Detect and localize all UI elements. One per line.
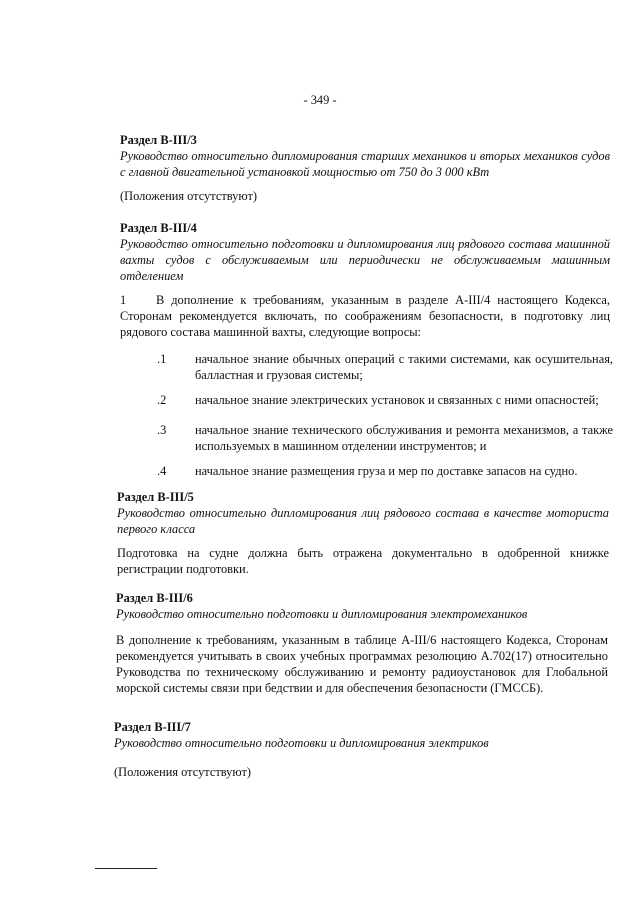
section-heading: Раздел B-III/7 <box>114 720 191 734</box>
section-b-iii-3 <box>120 132 610 180</box>
section-heading: Раздел B-III/5 <box>117 490 194 504</box>
section-subtitle: Руководство относительно дипломирования старших механиков и вторых механиков судов с главной двигательной установкой мощностью от 750 до 3 000 кВт <box>120 149 610 179</box>
item-number: .2 <box>157 393 167 407</box>
section-heading: Раздел B-III/4 <box>120 221 197 235</box>
paragraph-text: В дополнение к требованиям, указанным в разделе A-III/4 настоящего Кодекса, Сторонам рекомендуется включать, по соображениям безопасности, в подготовку лиц рядового состава машинной вахты, следующие вопросы: <box>120 293 610 339</box>
section-heading: Раздел B-III/3 <box>120 133 197 147</box>
section-heading: Раздел B-III/6 <box>116 591 193 605</box>
item-text: начальное знание обычных операций с такими системами, как осушительная, балластная и грузовая системы; <box>195 352 613 382</box>
section-body: (Положения отсутствуют) <box>114 765 251 779</box>
section-b-iii-7 <box>114 719 606 751</box>
section-subtitle: Руководство относительно подготовки и дипломирования электромехаников <box>116 607 528 621</box>
page-number: - 349 - <box>303 93 337 107</box>
item-text: начальное знание размещения груза и мер по доставке запасов на судно. <box>195 464 578 478</box>
item-number: .3 <box>157 423 167 437</box>
intro-paragraph <box>120 292 610 340</box>
item-number: .4 <box>157 464 167 478</box>
paragraph-number: 1 <box>120 293 127 307</box>
footnote-divider <box>95 868 157 869</box>
section-b-iii-4 <box>120 220 610 284</box>
section-body: (Положения отсутствуют) <box>120 189 257 203</box>
section-subtitle: Руководство относительно дипломирования лиц рядового состава в качестве моториста первого класса <box>117 506 609 536</box>
item-number: .1 <box>157 352 167 366</box>
section-subtitle: Руководство относительно подготовки и дипломирования лиц рядового состава машинной вахты судов с обслуживаемым или периодически не обслуживаемым машинным отделением <box>120 237 610 283</box>
section-b-iii-5 <box>117 489 609 537</box>
section-body: В дополнение к требованиям, указанным в таблице A-III/6 настоящего Кодекса, Сторонам рекомендуется учитывать в своих учебных программах резолюцию A.702(17) относительно Руководства по техническому обслуживанию и ремонту радиоустановок для Глобальной морской системы связи при бедствии и для обеспечения безопасности (ГМССБ). <box>116 633 608 695</box>
item-text: начальное знание технического обслуживания и ремонта механизмов, а также используемых в машинном отделении инструментов; и <box>195 423 613 453</box>
item-text: начальное знание электрических установок и связанных с ними опасностей; <box>195 393 599 407</box>
section-b-iii-6 <box>116 590 608 622</box>
section-body: Подготовка на судне должна быть отражена документально в одобренной книжке регистрации подготовки. <box>117 546 609 576</box>
section-subtitle: Руководство относительно подготовки и дипломирования электриков <box>114 736 489 750</box>
